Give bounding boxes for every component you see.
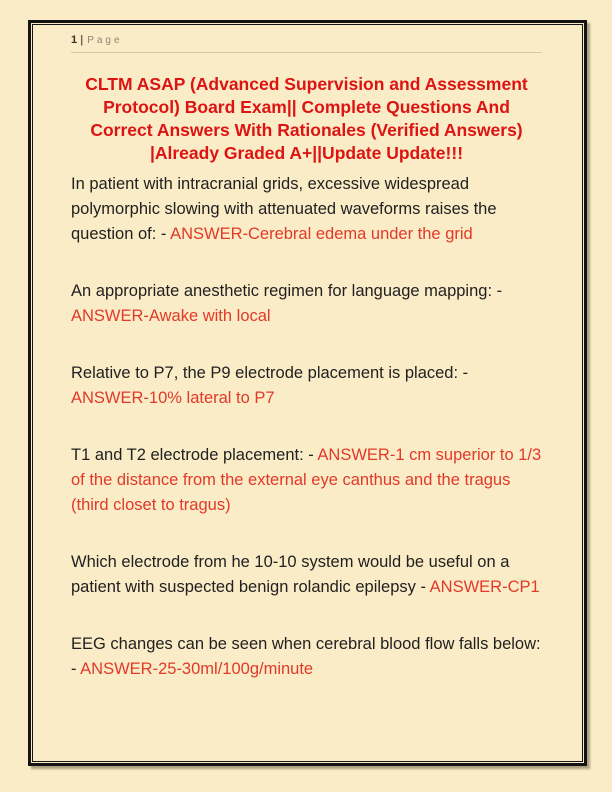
document-title (71, 73, 542, 165)
question-text: In patient with intracranial grids, excessive widespread polymorphic slowing with attenuated waveforms raises the question of: - (71, 175, 497, 243)
title-line: CLTM ASAP (Advanced Supervision and Assessment (85, 74, 528, 94)
answer-text: ANSWER-10% lateral to P7 (71, 389, 275, 407)
page-header-separator: | (80, 34, 84, 46)
question-text: T1 and T2 electrode placement: - (71, 446, 318, 464)
answer-text: ANSWER-1 cm superior to 1/3 of the distance from the external eye canthus and the tragus (third closet to tragus) (71, 446, 542, 514)
qa-item (71, 443, 542, 518)
header-rule (71, 52, 542, 53)
qa-item (71, 550, 542, 600)
page-header (71, 34, 542, 47)
title-line: Protocol) Board Exam|| Complete Questions And (103, 97, 510, 117)
page-header-label: Page (87, 35, 123, 46)
page-border-frame (28, 20, 587, 766)
question-text: Which electrode from he 10-10 system would be useful on a patient with suspected benign rolandic epilepsy - (71, 553, 510, 596)
answer-text: ANSWER-25-30ml/100g/minute (80, 660, 314, 678)
qa-item (71, 632, 542, 682)
qa-item (71, 172, 542, 247)
answer-text: ANSWER-Awake with local (71, 307, 271, 325)
answer-text: ANSWER-Cerebral edema under the grid (170, 225, 473, 243)
title-line: |Already Graded A+||Update Update!!! (149, 143, 464, 163)
answer-text: ANSWER-CP1 (429, 578, 540, 596)
page-inner-frame (32, 24, 583, 762)
page-number: 1 (71, 34, 78, 46)
qa-item (71, 361, 542, 411)
qa-item (71, 279, 542, 329)
question-text: EEG changes can be seen when cerebral blood flow falls below: - (71, 635, 541, 678)
title-line: Correct Answers With Rationales (Verified Answers) (90, 120, 523, 140)
question-text: Relative to P7, the P9 electrode placement is placed: - (71, 364, 469, 382)
question-text: An appropriate anesthetic regimen for language mapping: - (71, 282, 503, 300)
